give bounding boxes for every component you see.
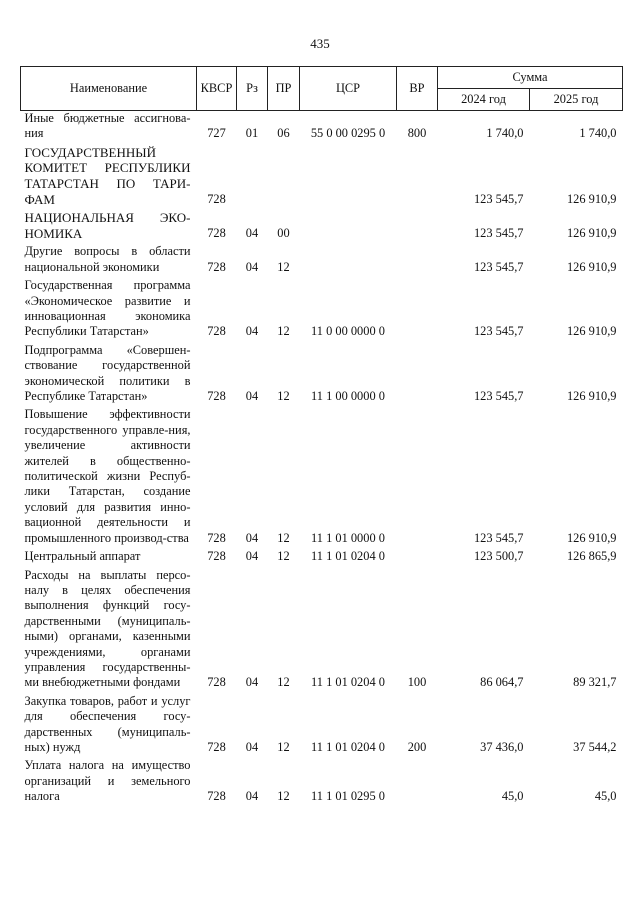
- amount-2025-cell: 126 910,9: [566, 225, 617, 240]
- table-row: [21, 404, 623, 546]
- table-row: [21, 142, 623, 207]
- vr-cell: [397, 340, 438, 405]
- amount-2025-cell: 126 910,9: [566, 389, 617, 404]
- kvsr-cell: 728: [207, 191, 226, 206]
- rz-cell: 04: [245, 675, 259, 690]
- amount-2025-cell: 89 321,7: [573, 675, 617, 690]
- table-body: [21, 111, 623, 805]
- vr-cell: [397, 207, 438, 241]
- csr-cell: 11 1 00 0000 0: [311, 389, 385, 404]
- rz-cell: 04: [245, 530, 259, 545]
- csr-cell: 11 0 00 0000 0: [311, 324, 385, 339]
- amount-2024-cell: 45,0: [501, 789, 524, 804]
- header-kvsr: КВСР: [197, 67, 237, 111]
- pr-cell: 06: [277, 126, 290, 141]
- amount-2024-cell: 123 545,7: [473, 259, 524, 274]
- amount-2024-cell: 1 740,0: [486, 126, 524, 141]
- kvsr-cell: 728: [207, 789, 226, 804]
- amount-2025-cell: 126 910,9: [566, 191, 617, 206]
- header-vr: ВР: [397, 67, 438, 111]
- pr-cell: 12: [277, 324, 290, 339]
- amount-2025-cell: 37 544,2: [573, 739, 617, 754]
- csr-cell: 55 0 00 0295 0: [310, 126, 386, 141]
- name-cell: Повышение эффективности государственного управле-ния, увеличение активности жителей в общественно-политической жизни Респуб-лики Татарстан, создание условий для развития инно-вационной деятельности и промышленного производ-ства: [24, 407, 191, 545]
- csr-cell: 11 1 01 0000 0: [311, 530, 385, 545]
- csr-cell: 11 1 01 0204 0: [311, 675, 385, 690]
- pr-cell: 12: [277, 389, 290, 404]
- header-year-2024: 2024 год: [438, 89, 530, 111]
- rz-cell: 04: [245, 389, 259, 404]
- amount-2025-cell: 126 865,9: [566, 549, 617, 564]
- vr-cell: [397, 546, 438, 564]
- rz-cell: 04: [245, 549, 259, 564]
- amount-2024-cell: 123 545,7: [473, 530, 524, 545]
- pr-cell: 12: [277, 530, 290, 545]
- table-row: [21, 207, 623, 241]
- csr-cell: 11 1 01 0204 0: [311, 549, 385, 564]
- vr-cell: 800: [407, 126, 427, 141]
- rz-cell: 04: [245, 225, 259, 240]
- kvsr-cell: 728: [207, 530, 226, 545]
- amount-2025-cell: 126 910,9: [566, 324, 617, 339]
- kvsr-cell: 728: [207, 324, 226, 339]
- kvsr-cell: 728: [207, 549, 226, 564]
- vr-cell: [397, 275, 438, 340]
- csr-cell: 11 1 01 0295 0: [311, 789, 385, 804]
- kvsr-cell: 728: [207, 225, 226, 240]
- amount-2025-cell: 126 910,9: [566, 530, 617, 545]
- rz-cell: 04: [245, 324, 259, 339]
- name-cell: Иные бюджетные ассигнова-ния: [24, 111, 191, 141]
- csr-cell: [300, 207, 397, 241]
- name-cell: Подпрограмма «Совершен-ствование государственной экономической политики в Республике Татарстан»: [24, 342, 191, 404]
- pr-cell: 12: [277, 259, 290, 274]
- header-name: Наименование: [21, 67, 197, 111]
- pr-cell: 00: [277, 225, 290, 240]
- name-cell: Уплата налога на имущество организаций и земельного налога: [24, 758, 191, 804]
- amount-2024-cell: 123 545,7: [473, 324, 524, 339]
- pr-cell: [268, 142, 300, 207]
- name-cell: Закупка товаров, работ и услуг для обеспечения госу-дарственных (муниципаль-ных) нужд: [24, 693, 191, 754]
- csr-cell: [300, 241, 397, 275]
- kvsr-cell: 728: [207, 259, 226, 274]
- amount-2024-cell: 123 545,7: [473, 191, 524, 206]
- rz-cell: [237, 142, 268, 207]
- kvsr-cell: 727: [207, 126, 226, 141]
- header-sum: Сумма: [438, 67, 623, 89]
- table-row: [21, 546, 623, 564]
- table-row: [21, 755, 623, 804]
- rz-cell: 04: [245, 259, 259, 274]
- amount-2024-cell: 37 436,0: [480, 739, 524, 754]
- rz-cell: 01: [245, 126, 259, 141]
- table-row: [21, 241, 623, 275]
- amount-2024-cell: 123 500,7: [473, 549, 524, 564]
- header-pr: ПР: [268, 67, 300, 111]
- amount-2025-cell: 126 910,9: [566, 259, 617, 274]
- kvsr-cell: 728: [207, 389, 226, 404]
- table-row: [21, 565, 623, 691]
- table-header: [21, 67, 623, 111]
- amount-2025-cell: 45,0: [594, 789, 617, 804]
- amount-2024-cell: 123 545,7: [473, 225, 524, 240]
- name-cell: Расходы на выплаты персо-налу в целях обеспечения выполнения функций госу-дарственными (муниципаль-ными) органами, казенными учреждениями, органами управления государственны-ми внебюджетными фондами: [24, 567, 191, 690]
- budget-table: [20, 66, 623, 805]
- pr-cell: 12: [277, 675, 290, 690]
- table-row: [21, 691, 623, 756]
- table-row: [21, 275, 623, 340]
- kvsr-cell: 728: [207, 675, 226, 690]
- header-rz: Рз: [237, 67, 268, 111]
- vr-cell: [397, 404, 438, 546]
- name-cell: Государственная программа «Экономическое развитие и инновационная экономика Республики Татарстан»: [24, 278, 191, 339]
- vr-cell: 200: [407, 739, 427, 754]
- vr-cell: [397, 142, 438, 207]
- rz-cell: 04: [245, 789, 259, 804]
- kvsr-cell: 728: [207, 739, 226, 754]
- table-row: [21, 340, 623, 405]
- vr-cell: [397, 755, 438, 804]
- name-cell: Другие вопросы в области национальной экономики: [24, 244, 191, 274]
- header-csr: ЦСР: [300, 67, 397, 111]
- name-cell: Центральный аппарат: [24, 549, 141, 564]
- amount-2024-cell: 86 064,7: [480, 675, 524, 690]
- pr-cell: 12: [277, 739, 290, 754]
- table-row: [21, 111, 623, 142]
- csr-cell: [300, 142, 397, 207]
- name-cell: ГОСУДАРСТВЕННЫЙ КОМИТЕТ РЕСПУБЛИКИ ТАТАРСТАН ПО ТАРИ-ФАМ: [24, 144, 191, 207]
- pr-cell: 12: [277, 549, 290, 564]
- amount-2024-cell: 123 545,7: [473, 389, 524, 404]
- page-number: 435: [310, 36, 330, 51]
- vr-cell: [397, 241, 438, 275]
- rz-cell: 04: [245, 739, 259, 754]
- pr-cell: 12: [277, 789, 290, 804]
- header-year-2025: 2025 год: [530, 89, 623, 111]
- amount-2025-cell: 1 740,0: [579, 126, 617, 141]
- csr-cell: 11 1 01 0204 0: [311, 739, 385, 754]
- name-cell: НАЦИОНАЛЬНАЯ ЭКО-НОМИКА: [24, 210, 191, 241]
- vr-cell: 100: [407, 675, 427, 690]
